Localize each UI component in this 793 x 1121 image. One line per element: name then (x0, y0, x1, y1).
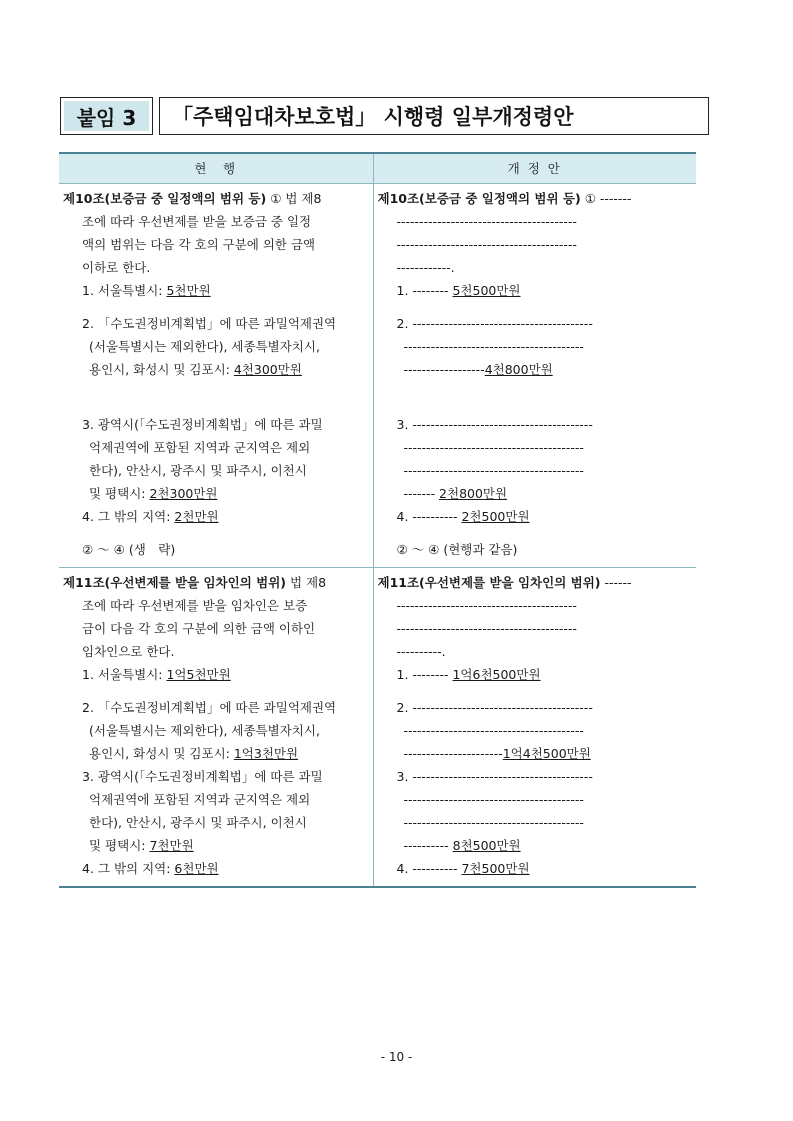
appendix-heading (60, 97, 709, 135)
article-title: 제11조(우선변제를 받을 임차인의 범위) (63, 575, 287, 590)
list-item: 4. 그 밖의 지역: 2천만원 (82, 509, 219, 524)
list-item: ---------- 8천500만원 (403, 838, 521, 853)
article-11-current: 제11조(우선변제를 받을 임차인의 범위) 법 제8 조에 따라 우선변제를 받을 임차인은 보증 금이 다음 각 호의 구분에 의한 금액 이하인 임차인으로 한다. 1. 서울특별시: 1억5천만원 2. 「수도권정비계획법」에 따른 과밀억제권역 (서울특별시는 제외한다), 세종특별자치시, 용인시, 화성시 및 김포시: 1억3천만원 3. 광역시(「수도권정비계획법」에 따른 과밀 억제권역에 포함된 지역과 군지역은 제외 한다), 안산시, 광주시 및 파주시, 이천시 및 평택시: 7천만원 4. 그 밖의 지역: 6천만원 (59, 568, 373, 888)
list-item: 용인시, 화성시 및 김포시: 1억3천만원 (89, 746, 299, 761)
table-row (59, 184, 696, 568)
list-item: ------------------4천800만원 (403, 362, 553, 377)
comparison-table (59, 152, 696, 888)
list-item: ------- 2천800만원 (403, 486, 508, 501)
appendix-badge-label: 붙임 3 (64, 101, 149, 131)
list-item: 및 평택시: 2천300만원 (89, 486, 218, 501)
article-title: 제10조(보증금 중 일정액의 범위 등) (63, 191, 267, 206)
list-item: 4. ---------- 7천500만원 (396, 861, 530, 876)
list-item: 1. 서울특별시: 5천만원 (82, 283, 211, 298)
list-item: 1. 서울특별시: 1억5천만원 (82, 667, 231, 682)
list-item: 및 평택시: 7천만원 (89, 838, 194, 853)
list-item: 용인시, 화성시 및 김포시: 4천300만원 (89, 362, 302, 377)
document-title: 「주택임대차보호법」 시행령 일부개정령안 (159, 97, 709, 135)
article-10-proposed: 제10조(보증금 중 일정액의 범위 등) ① ------- ---------------------------------------- ---------------------------------------- ------------. 1. -------- 5천500만원 2. ---------------------------------------- ---------------------------------------- ------------------4천800만원 3. ---------------------------------------- ---------------------------------------- ---------------------------------------- ------- 2천800만원 4. ---------- 2천500만원 ② ～ ④ (현행과 같음) (373, 184, 696, 568)
list-item: 4. 그 밖의 지역: 6천만원 (82, 861, 219, 876)
page-number: - 10 - (380, 1050, 413, 1064)
article-title: 제11조(우선변제를 받을 임차인의 범위) (377, 575, 601, 590)
article-10-current: 제10조(보증금 중 일정액의 범위 등) ① 법 제8 조에 따라 우선변제를 받을 보증금 중 일정 액의 범위는 다음 각 호의 구분에 의한 금액 이하로 한다. 1. 서울특별시: 5천만원 2. 「수도권정비계획법」에 따른 과밀억제권역 (서울특별시는 제외한다), 세종특별자치시, 용인시, 화성시 및 김포시: 4천300만원 3. 광역시(「수도권정비계획법」에 따른 과밀 억제권역에 포함된 지역과 군지역은 제외 한다), 안산시, 광주시 및 파주시, 이천시 및 평택시: 2천300만원 4. 그 밖의 지역: 2천만원 ② ～ ④ (생 략) (59, 184, 373, 568)
list-item: 4. ---------- 2천500만원 (396, 509, 530, 524)
appendix-badge (60, 97, 153, 135)
article-11-proposed: 제11조(우선변제를 받을 임차인의 범위) ------ ---------------------------------------- ---------------------------------------- ----------. 1. -------- 1억6천500만원 2. ---------------------------------------- ---------------------------------------- ----------------------1억4천500만원 3. ---------------------------------------- ---------------------------------------- ---------------------------------------- ---------- 8천500만원 4. ---------- 7천500만원 (373, 568, 696, 888)
article-title: 제10조(보증금 중 일정액의 범위 등) (377, 191, 581, 206)
header-proposed: 개 정 안 (373, 153, 696, 184)
header-current: 현 행 (59, 153, 373, 184)
list-item: 1. -------- 5천500만원 (396, 283, 521, 298)
list-item: 1. -------- 1억6천500만원 (396, 667, 541, 682)
table-header-row (59, 153, 696, 184)
list-item: ----------------------1억4천500만원 (403, 746, 591, 761)
table-row (59, 568, 696, 888)
